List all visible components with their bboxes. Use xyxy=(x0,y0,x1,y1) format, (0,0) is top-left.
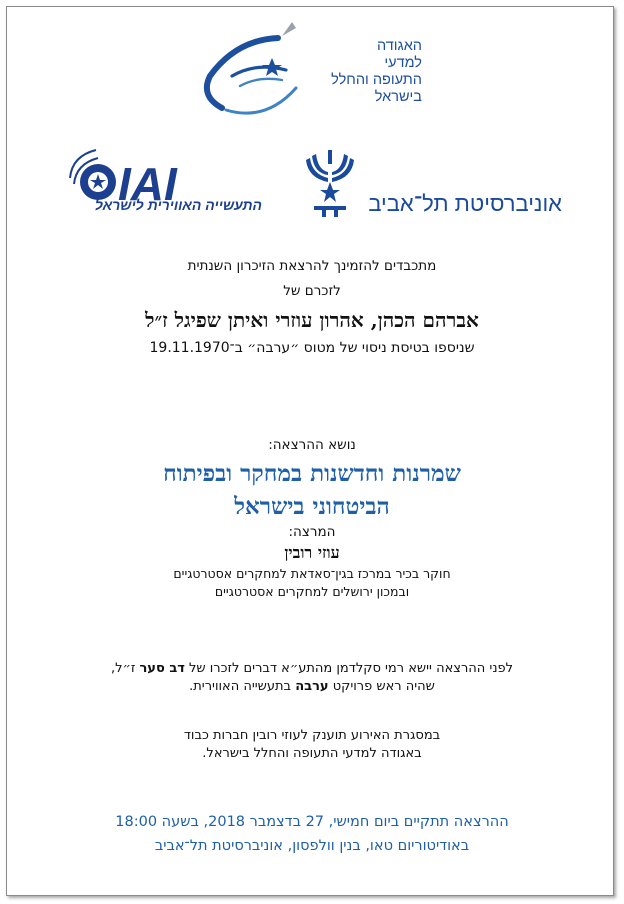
before-lecture-line-1 xyxy=(30,661,594,676)
invitation-line-2: לזכרם של xyxy=(283,283,341,299)
before-lecture-line-2 xyxy=(30,679,594,694)
before-text-1: לפני ההרצאה יישא רמי סקלדמן מהתע״א דברים לזכרו של xyxy=(184,661,514,676)
honor-line-1: במסגרת האירוע תוענק לעוזי רובין חברות כבוד xyxy=(183,728,441,743)
agudah-name xyxy=(298,38,422,106)
topic-title-line-2: הביטחוני בישראל xyxy=(234,493,390,520)
project-name: ערבה xyxy=(295,679,329,694)
tau-name: אוניברסיטת תל־אביב xyxy=(368,191,562,216)
speaker-name: עוזי רובין xyxy=(284,543,340,562)
event-date-time: ההרצאה תתקיים ביום חמישי, 27 בדצמבר 2018, בשעה 18:00 xyxy=(115,814,509,830)
topic-label: נושא ההרצאה: xyxy=(268,437,356,453)
agudah-line-1: האגודה xyxy=(377,38,422,54)
invitation-line-1: מתכבדים להזמינך להרצאת הזיכרון השנתית xyxy=(187,258,437,274)
agudah-line-3: התעופה והחלל xyxy=(331,72,422,88)
honor-line-2: באגודה למדעי התעופה והחלל בישראל. xyxy=(202,746,422,761)
speaker-label: המרצה: xyxy=(288,524,336,540)
memorial-names: אברהם הכהן, אהרון עוזרי ואיתן שפיגל ז״ל xyxy=(145,308,479,332)
honoree-name: דב סער xyxy=(139,661,185,676)
before-text-2: ז״ל, xyxy=(110,661,140,676)
speaker-role-line-2: ובמכון ירושלים למחקרים אסטרטגיים xyxy=(214,584,410,599)
tau-emblem-icon xyxy=(300,148,360,218)
before-text-4: בתעשייה האווירית. xyxy=(189,679,296,694)
memorial-details: שניספו בטיסת ניסוי של מטוס ״ערבה״ ב־19.11.1970 xyxy=(149,340,475,356)
agudah-line-4: בישראל xyxy=(374,89,422,105)
event-location: באודיטוריום טאו, בנין וולפסון, אוניברסיטת תל־אביב xyxy=(154,838,470,854)
before-text-3: שהיה ראש פרויקט xyxy=(328,679,435,694)
iai-mark: IAI xyxy=(118,158,177,210)
speaker-role-line-1: חוקר בכיר במרכז בגין־סאדאת למחקרים אסטרטגיים xyxy=(173,566,451,581)
topic-title-line-1: שמרנות וחדשנות במחקר ובפיתוח xyxy=(163,460,461,487)
agudah-line-2: למדעי xyxy=(384,55,422,71)
iai-caption: התעשייה האווירית לישראל xyxy=(94,197,262,213)
